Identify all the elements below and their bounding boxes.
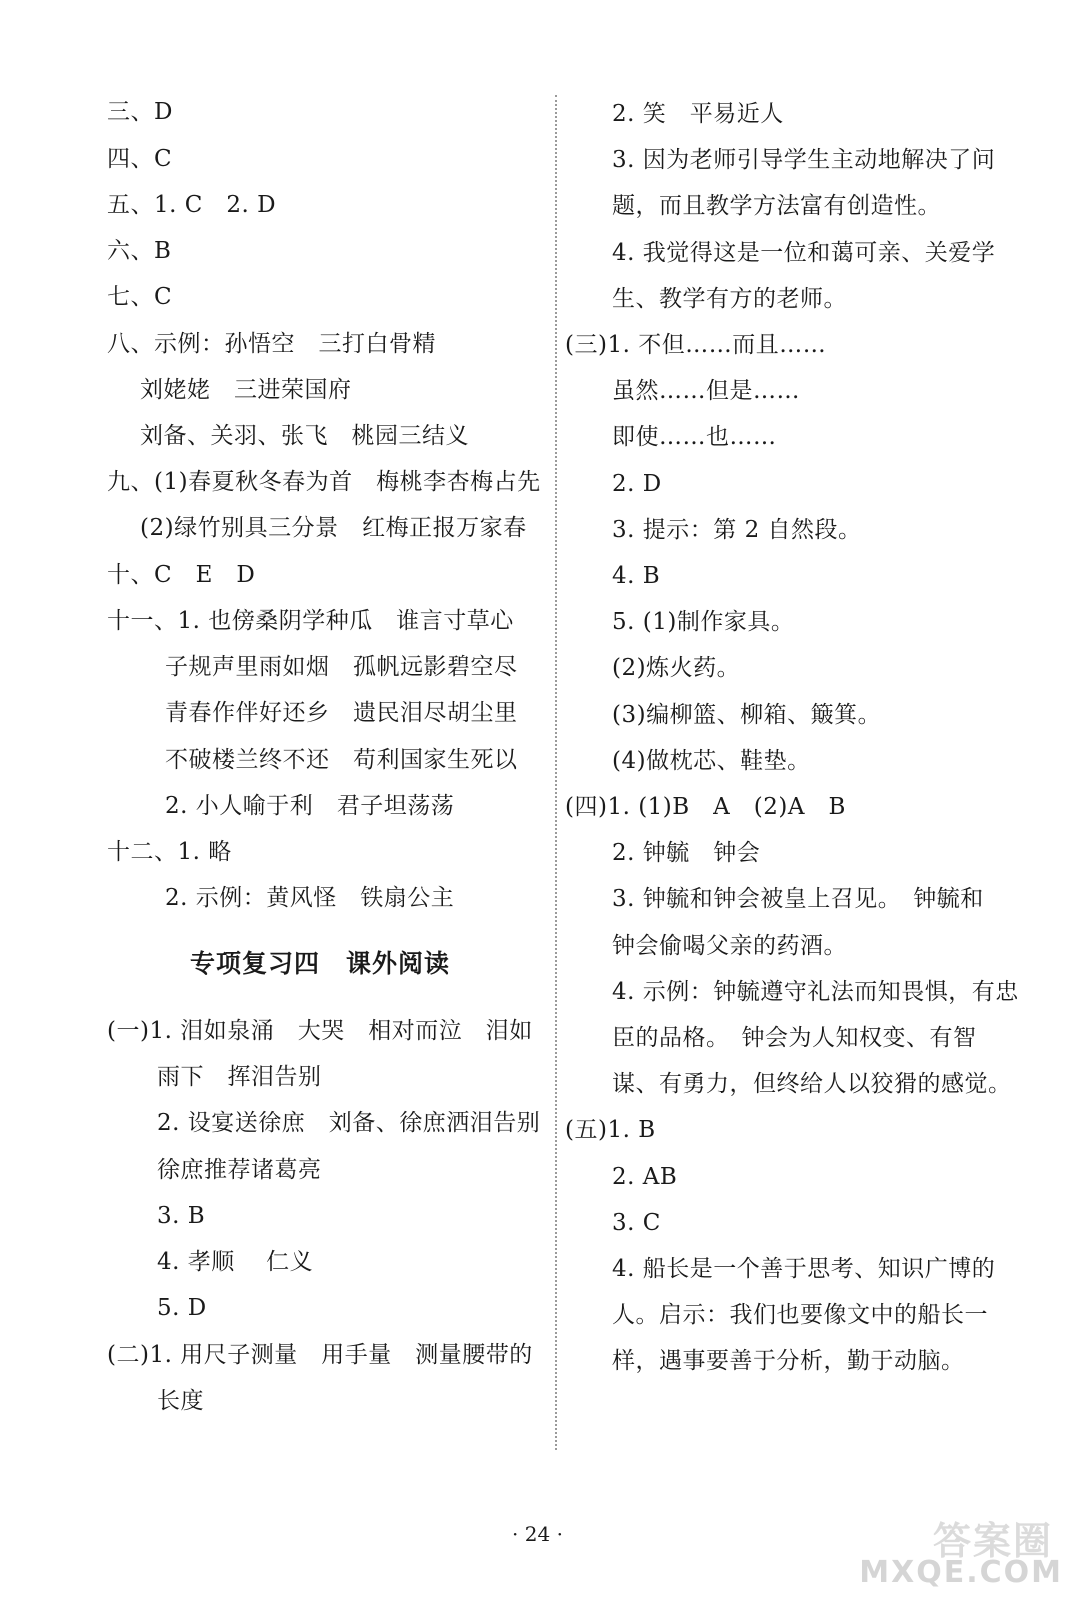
- answer-line: 4. 孝顺 仁义: [157, 1249, 314, 1275]
- answer-line: 四、C: [107, 146, 173, 172]
- answer-line: 2. 钟毓 钟会: [612, 840, 761, 866]
- answer-line: 3. 提示：第 2 自然段。: [612, 517, 862, 543]
- answer-line: 2. 设宴送徐庶 刘备、徐庶洒泪告别: [157, 1110, 541, 1136]
- answer-line: 九、(1)春夏秋冬春为首 梅桃李杏梅占先: [107, 469, 541, 495]
- answer-line: 3. B: [157, 1203, 206, 1229]
- answer-line: 七、C: [107, 284, 173, 310]
- answer-line: (二)1. 用尺子测量 用手量 测量腰带的: [107, 1342, 533, 1368]
- answer-line: 十一、1. 也傍桑阴学种瓜 谁言寸草心: [107, 608, 514, 634]
- page-number: · 24 ·: [512, 1522, 563, 1546]
- answer-line: 4. 船长是一个善于思考、知识广博的: [612, 1256, 996, 1282]
- answer-line: 青春作伴好还乡 遗民泪尽胡尘里: [165, 700, 518, 726]
- answer-line: 钟会偷喝父亲的药酒。: [612, 933, 847, 959]
- answer-line: (五)1. B: [565, 1117, 656, 1143]
- answer-line: 子规声里雨如烟 孤帆远影碧空尽: [165, 654, 518, 680]
- answer-line: 徐庶推荐诸葛亮: [157, 1157, 322, 1183]
- answer-line: 5. D: [157, 1295, 207, 1321]
- answer-line: 3. 因为老师引导学生主动地解决了问: [612, 147, 996, 173]
- answer-line: 六、B: [107, 238, 172, 264]
- answer-line: 刘姥姥 三进荣国府: [140, 377, 352, 403]
- answer-line: 4. 示例：钟毓遵守礼法而知畏惧，有忠: [612, 979, 1019, 1005]
- answer-line: 3. 钟毓和钟会被皇上召见。 钟毓和: [612, 886, 984, 912]
- answer-line: 5. (1)制作家具。: [612, 609, 795, 635]
- answer-line: (2)绿竹别具三分景 红梅正报万家春: [140, 515, 527, 541]
- answer-line: 虽然……但是……: [612, 378, 800, 404]
- watermark-logo: [853, 1510, 1063, 1590]
- answer-line: 3. C: [612, 1210, 661, 1236]
- answer-line: 4. 我觉得这是一位和蔼可亲、关爱学: [612, 240, 996, 266]
- answer-line: 2. D: [612, 471, 662, 497]
- answer-line: (三)1. 不但……而且……: [565, 332, 827, 358]
- answer-line: 2. 示例：黄风怪 铁扇公主: [165, 885, 455, 911]
- answer-line: 雨下 挥泪告别: [157, 1064, 322, 1090]
- answer-line: 长度: [157, 1388, 204, 1414]
- answer-line: 4. B: [612, 563, 661, 589]
- answer-line: 不破楼兰终不还 苟利国家生死以: [165, 747, 518, 773]
- answer-line: 2. 笑 平易近人: [612, 101, 784, 127]
- answer-line: 八、示例：孙悟空 三打白骨精: [107, 331, 436, 357]
- answer-line: 谋、有勇力，但终给人以狡猾的感觉。: [612, 1071, 1012, 1097]
- answer-line: 十、C E D: [107, 562, 256, 588]
- answer-line: (四)1. (1)B A (2)A B: [565, 794, 846, 820]
- column-divider: [555, 95, 557, 1450]
- answer-line: 五、1. C 2. D: [107, 192, 277, 218]
- answer-line: 人。启示：我们也要像文中的船长一: [612, 1302, 988, 1328]
- answer-line: (3)编柳篮、柳箱、簸箕。: [612, 702, 882, 728]
- answer-line: 三、D: [107, 99, 173, 125]
- answer-line: (4)做枕芯、鞋垫。: [612, 748, 811, 774]
- answer-line: 十二、1. 略: [107, 839, 232, 865]
- answer-line: 刘备、关羽、张飞 桃园三结义: [140, 423, 469, 449]
- answer-line: 臣的品格。 钟会为人知权变、有智: [612, 1025, 977, 1051]
- section-heading: 专项复习四 课外阅读: [190, 949, 451, 978]
- answer-line: 生、教学有方的老师。: [612, 286, 847, 312]
- answer-line: (2)炼火药。: [612, 655, 741, 681]
- answer-line: 样，遇事要善于分析，勤于动脑。: [612, 1348, 965, 1374]
- answer-line: 题，而且教学方法富有创造性。: [612, 193, 941, 219]
- answer-line: (一)1. 泪如泉涌 大哭 相对而泣 泪如: [107, 1018, 533, 1044]
- watermark-mark: 答案圈: [932, 1519, 1053, 1563]
- answer-line: 即使……也……: [612, 424, 777, 450]
- answer-line: 2. 小人喻于利 君子坦荡荡: [165, 793, 455, 819]
- watermark-domain: MXQE.COM: [859, 1555, 1063, 1590]
- answer-line: 2. AB: [612, 1164, 678, 1190]
